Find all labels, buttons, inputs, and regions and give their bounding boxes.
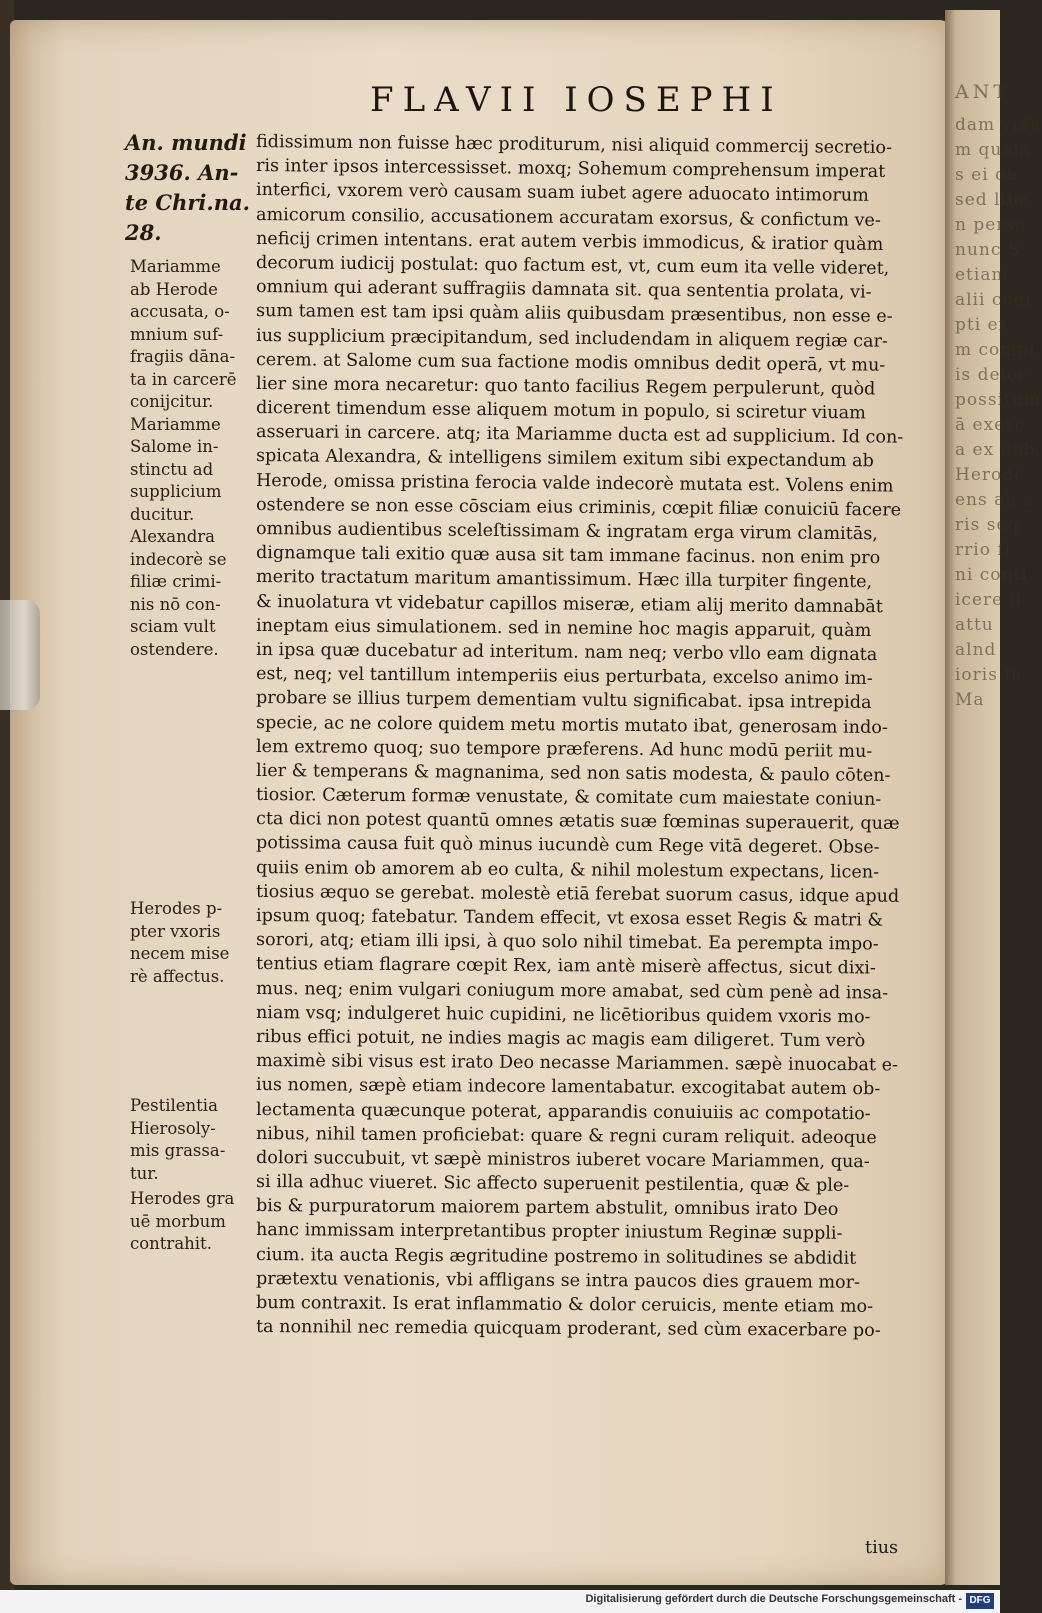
text-line: in ipsa quæ ducebatur ad interitum. nam neq; verbo vllo eam dignata — [255, 639, 878, 665]
text-line: maximè sibi visus est irato Deo necasse Mariammen. sæpè inuocabat e- — [255, 1051, 899, 1076]
text-line: tentius etiam flagrare cœpit Rex, iam antè miserè affectus, sicut dixi- — [255, 954, 876, 979]
facing-page-fragment: ni conti — [955, 565, 1028, 585]
text-line: lem extremo quoq; suo tempore præferens. Ad hunc modū periit mu- — [255, 736, 873, 762]
facing-page-fragment: rrio fi — [955, 540, 1012, 560]
margin-note-line: uē morbum — [130, 1211, 226, 1231]
text-line: omnium qui aderant suffragiis damnata sit. qua sententia prolata, vi- — [255, 277, 872, 303]
text-line: neficij crimen intentans. erat autem verbis immodicus, & iratior quàm — [255, 228, 884, 255]
facing-page-fragment: ā exerc — [955, 415, 1025, 435]
margin-note-line: mnium suf- — [130, 324, 224, 344]
text-line: tiosius æquo se gerebat. molestè etiā ferebat suorum casus, idque apud — [255, 881, 900, 907]
facing-page-fragment: Herode — [955, 465, 1026, 485]
text-line: dignamque tali exitio quæ ausa sit tam immane facinus. non enim pro — [255, 543, 881, 569]
funding-credit: Digitalisierung gefördert durch die Deutsche Forschungsgemeinschaft - — [585, 1593, 962, 1605]
margin-note-line: ab Herode — [130, 279, 218, 299]
margin-note-herodes-affectus — [130, 898, 252, 988]
text-line: specie, ac ne colore quidem metu mortis mutato ibat, generosam indo- — [255, 712, 888, 738]
margin-note-line: conijcitur. — [130, 392, 214, 411]
facing-page-edge — [945, 10, 1042, 1585]
text-line: interfici, vxorem verò causam suam iubet agere aduocato intimorum — [255, 180, 869, 207]
margin-note-herodes-morbus — [130, 1188, 252, 1256]
margin-note-line: Alexandra — [130, 527, 216, 546]
text-line: merito tractatum maritum amantissimum. Hæc illa turpiter fingente, — [255, 567, 873, 593]
margin-note-line: Herodes p- — [130, 899, 223, 918]
text-line: lier & temperans & magnanima, sed non satis modesta, & paulo cōten- — [255, 760, 891, 786]
text-line: ris inter ipsos intercessisset. moxq; Sohemum comprehensum imperat — [255, 156, 886, 183]
facing-page-fragment: is delec — [955, 365, 1029, 385]
digitization-footer — [0, 1590, 1000, 1613]
facing-page-fragment: nunc S — [955, 240, 1021, 260]
facing-page-text — [955, 80, 1042, 713]
facing-page-fragment: s ei ob — [955, 165, 1019, 185]
text-line: fidissimum non fuisse hæc proditurum, nisi aliquid commercij secretio- — [255, 132, 893, 159]
text-line: ineptam eius simulationem. sed in nemine hoc magis apparuit, quàm — [255, 615, 872, 641]
facing-page-fragment: possitum — [955, 390, 1041, 410]
facing-page-fragment: pti ex — [955, 315, 1010, 335]
text-line: potissima causa fuit quò minus iucundè cum Rege vitā degeret. Obse- — [255, 833, 880, 859]
page-clip — [0, 600, 40, 710]
margin-note-line: Mariamme — [130, 257, 221, 276]
margin-note-line: Herodes gra — [130, 1189, 235, 1208]
text-line: hanc immissam interpretantibus propter iniustum Reginæ suppli- — [255, 1220, 843, 1245]
text-line: cta dici non potest quantū omnes ætatis suæ fœminas superauerit, quæ — [255, 809, 900, 835]
text-line: ius supplicium præcipitandum, sed includendam in aliquem regiæ car- — [255, 325, 889, 352]
facing-page-fragment: ioris in — [955, 665, 1023, 685]
margin-date-line: An. mundi — [125, 130, 247, 155]
text-line: lier sine mora necaretur: quo tanto facilius Regem perpulerunt, quòd — [255, 373, 876, 400]
margin-note-line: Hierosoly- — [130, 1118, 216, 1138]
margin-note-line: rè affectus. — [130, 966, 225, 986]
facing-page-fragment: ens ab a — [955, 490, 1035, 510]
margin-note-line: mis grassa- — [130, 1141, 226, 1160]
margin-note-line: necem mise — [130, 944, 230, 963]
text-line: probare se illius turpem dementiam vultu significabat. ipsa intrepida — [255, 688, 872, 714]
text-line: lectamenta quæcunque poterat, apparandis conuiuiis ac compotatio- — [255, 1099, 871, 1124]
text-line: omnibus audientibus sceleſtissimam & ingratam erga virum clamitās, — [255, 519, 878, 545]
margin-note-line: ducitur. — [130, 504, 195, 524]
text-line: spicata Alexandra, & intelligens similem exitum sibi expectandum ab — [255, 446, 874, 472]
text-line: cerem. at Salome cum sua factione modis omnibus dedit operā, vt mu- — [255, 349, 886, 376]
text-line: Herode, omissa pristina ferocia valde indecorè mutata est. Volens enim — [255, 470, 894, 497]
text-line: & inuolatura vt videbatur capillos miseræ, etiam alij merito damnabāt — [255, 591, 883, 617]
facing-page-fragment: a ex nob — [955, 440, 1036, 460]
facing-page-fragment: alnd — [955, 640, 997, 660]
text-line: bis & purpuratorum maiorem partem abstulit, omnibus irato Deo — [255, 1196, 839, 1221]
facing-page-fragment: m quam — [955, 140, 1031, 160]
facing-page-fragment: sed libe — [955, 190, 1030, 210]
text-line: ipsum quoq; fatebatur. Tandem effecit, vt exosa esset Regis & matri & — [255, 906, 884, 931]
margin-note-line: ostendere. — [130, 639, 219, 659]
text-line: est, neq; vel tantillum intemperiis eius perturbata, excelso animo im- — [255, 664, 873, 690]
text-line: sorori, atq; etiam illi ipsi, à quo solo nihil timebat. Ea perempta impo- — [255, 930, 879, 955]
facing-page-fragment: n perso — [955, 215, 1027, 235]
facing-page-fragment: ris seq — [955, 515, 1020, 535]
margin-note-line: pter vxoris — [130, 921, 221, 941]
margin-note-line: stinctu ad — [130, 459, 214, 479]
text-line: si illa adhuc viueret. Sic affecto superuenit pestilentia, quæ & ple- — [255, 1172, 850, 1196]
text-line: ius nomen, sæpè etiam indecore lamentabatur. excogitabat autem ob- — [255, 1075, 881, 1100]
text-line: tiosior. Cæterum formæ venustate, & comitate cum maiestate coniun- — [255, 785, 882, 810]
margin-date-line: te Chri.na. — [125, 190, 250, 215]
text-line: cium. ita aucta Regis ægritudine postremo in solitudines se abdidit — [255, 1244, 857, 1269]
facing-page-heading: ANT — [955, 81, 1011, 103]
text-line: amicorum consilio, accusationem accuratam exorsus, & confictum ve- — [255, 204, 881, 231]
text-line: sum tamen est tam ipsi quàm aliis quibusdam præsentibus, non esse e- — [255, 301, 893, 328]
margin-note-line: contrahit. — [130, 1234, 212, 1253]
margin-date-note — [125, 128, 255, 248]
facing-page-fragment: attu — [955, 615, 994, 635]
margin-note-mariamme — [130, 256, 252, 661]
dfg-logo: DFG — [966, 1593, 994, 1609]
text-line: dolori succubuit, vt sæpè ministros iuberet vocare Mariammen, qua- — [255, 1147, 870, 1172]
margin-note-line: sciam vult — [130, 617, 216, 636]
text-line: prætextu venationis, vbi affligans se intra paucos dies grauem mor- — [255, 1268, 861, 1293]
text-line: quiis enim ob amorem ab eo culta, & nihil molestum expectans, licen- — [255, 857, 880, 883]
margin-note-line: ta in carcerē — [130, 369, 237, 389]
text-line: ribus effici potuit, ne indies magis ac magis eam diligeret. Tum verò — [255, 1026, 866, 1052]
margin-note-line: Pestilentia — [130, 1096, 218, 1115]
running-title: FLAVII IOSEPHI — [370, 80, 783, 120]
text-line: bum contraxit. Is erat inflammatio & dolor ceruicis, mente etiam mo- — [255, 1293, 874, 1317]
facing-page-fragment: dam vide — [955, 115, 1042, 135]
facing-page-fragment: alii cogi — [955, 290, 1032, 310]
text-line: mus. neq; enim vulgari coniugum more amabat, sed cùm penè ad insa- — [255, 978, 889, 1004]
margin-date-line: 3936. An- — [125, 160, 239, 185]
text-line: dicerent timendum esse aliquem motum in populo, si sciretur viuam — [255, 398, 866, 424]
margin-note-line: supplicium — [130, 482, 222, 501]
margin-note-line: indecorè se — [130, 549, 227, 569]
facing-page-fragment: etiam — [955, 265, 1009, 285]
text-line: asseruari in carcere. atq; ita Mariamme ducta est ad supplicium. Id con- — [255, 422, 904, 448]
margin-note-line: accusata, o- — [130, 302, 230, 321]
text-line: nibus, nihil tamen proficiebat: quare & regni curam reliquit. adeoque — [255, 1123, 877, 1148]
text-line: ta nonnihil nec remedia quicquam proderant, sed cùm exacerbare po- — [255, 1317, 881, 1342]
facing-page-fragment: icere il — [955, 590, 1023, 610]
facing-page-fragment: Ma — [955, 690, 985, 710]
margin-note-line: tur. — [130, 1163, 159, 1183]
margin-note-line: Mariamme — [130, 414, 221, 434]
main-text-column — [255, 130, 906, 1342]
margin-note-pestilentia — [130, 1095, 252, 1185]
margin-note-line: nis nō con- — [130, 594, 221, 614]
margin-note-line: filiæ crimi- — [130, 572, 222, 591]
margin-note-line: Salome in- — [130, 437, 219, 456]
facing-page-fragment: m compl — [955, 340, 1036, 360]
margin-date-line: 28. — [125, 220, 162, 245]
catchword: tius — [865, 1538, 899, 1558]
text-line: niam vsq; indulgeret huic cupidini, ne licētioribus quidem vxoris mo- — [255, 1002, 871, 1028]
text-line: decorum iudicij postulat: quo factum est, vt, cum eum ita velle videret, — [255, 252, 890, 279]
text-line: ostendere se non esse cōsciam eius criminis, cœpit filiæ conuiciū facere — [255, 494, 902, 521]
margin-note-line: fragiis dāna- — [130, 347, 236, 366]
